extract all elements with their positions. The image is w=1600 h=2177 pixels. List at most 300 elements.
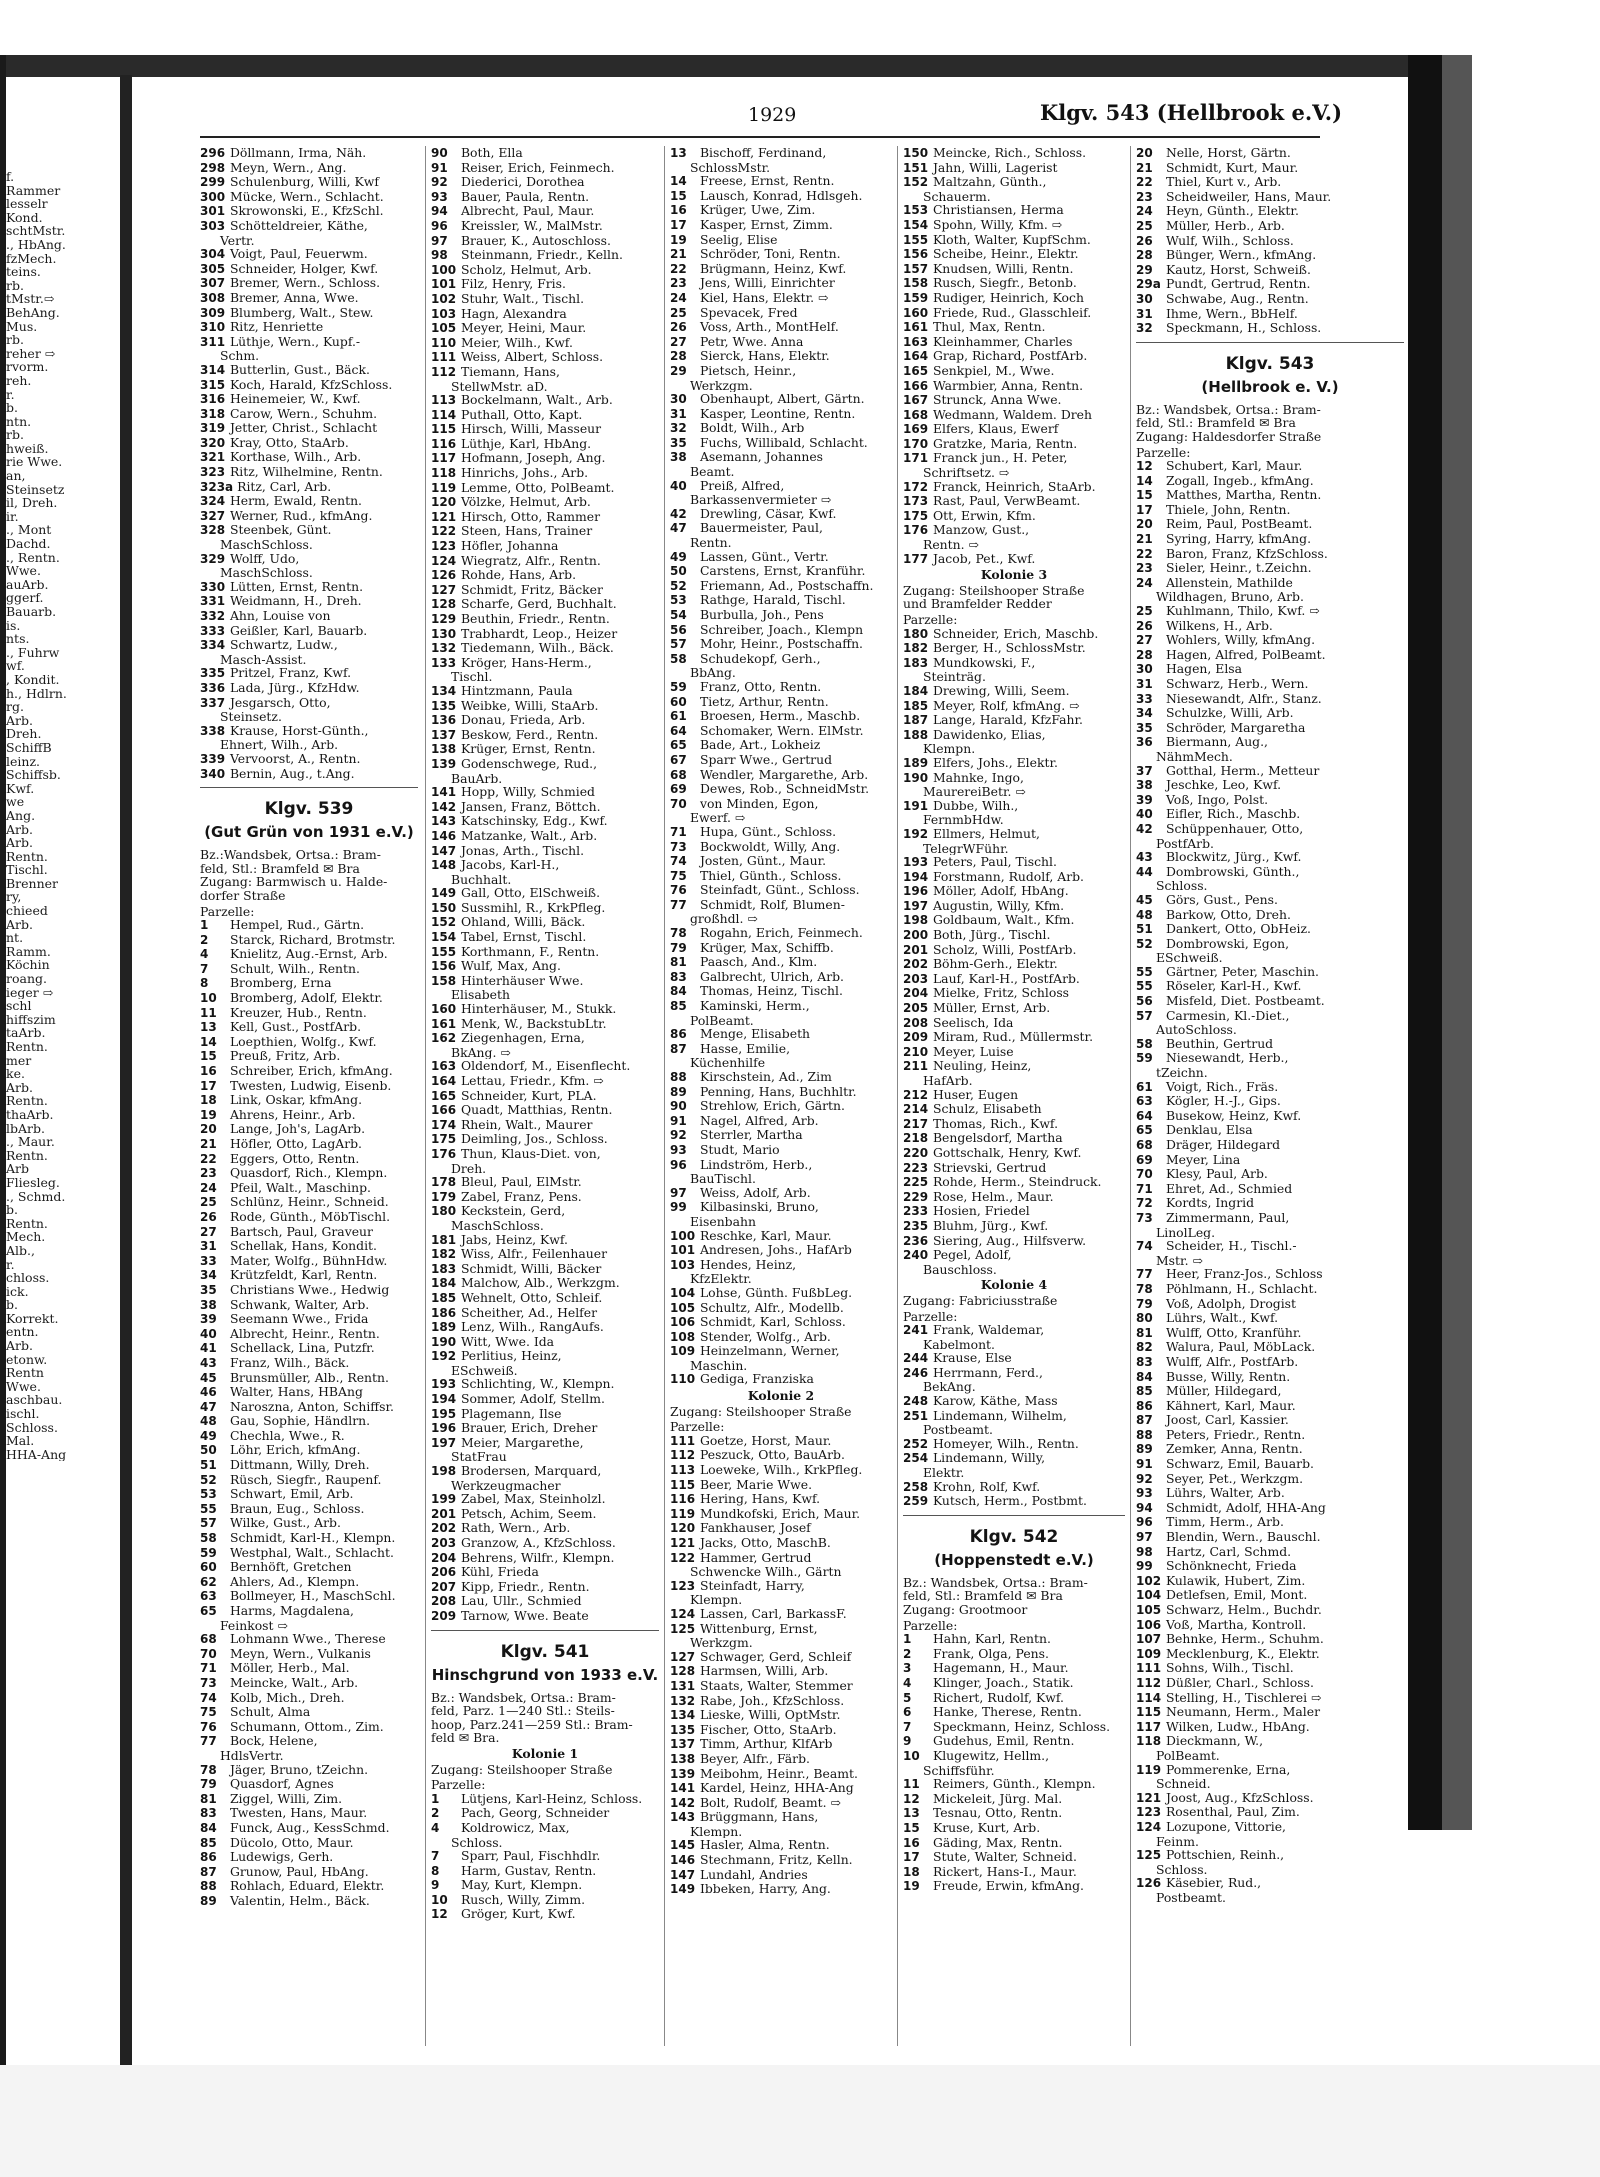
parcel-number: 180 (431, 1204, 457, 1219)
parcel-number: 319 (200, 421, 226, 436)
entry-continuation: tZeichn. (1156, 1066, 1208, 1080)
parcel-entry (200, 1676, 418, 1691)
parcel-entry (200, 1268, 418, 1283)
parcel-number: 41 (200, 1341, 217, 1356)
tenant-name: Tesnau, Otto, Rentn. (932, 1806, 1063, 1821)
parcel-number: 69 (670, 782, 687, 797)
parcel-number: 77 (670, 897, 687, 912)
parcel-entry (431, 1407, 659, 1422)
parcel-entry (431, 627, 659, 642)
parcel-entry (903, 1234, 1125, 1249)
prev-page-line: Arb. (6, 1339, 33, 1353)
parcel-entry (1136, 850, 1404, 865)
prev-page-line: Korrekt. (6, 1311, 59, 1326)
tenant-name: Kutsch, Herm., Postbmt. (932, 1494, 1087, 1509)
parcel-number: 2 (903, 1646, 912, 1661)
tenant-name: Schudekopf, Gerh., (699, 651, 821, 666)
parcel-number: 133 (431, 655, 457, 670)
tenant-name: Rast, Paul, VerwBeamt. (932, 494, 1081, 509)
prev-page-line: an, (6, 469, 26, 483)
prev-page-line: BehAng. (6, 305, 60, 320)
tenant-name: Both, Jürg., Tischl. (932, 928, 1051, 943)
tenant-name: Funck, Aug., KessSchmd. (229, 1820, 390, 1835)
parcel-number: 45 (1136, 892, 1153, 907)
parcel-number: 71 (1136, 1181, 1153, 1196)
tenant-name: Scheither, Ad., Helfer (460, 1305, 598, 1320)
parcel-number: 23 (200, 1166, 217, 1181)
tenant-name: Pommerenke, Erna, (1165, 1762, 1291, 1777)
parcel-number: 119 (431, 480, 457, 495)
entry-continuation: Werkzgm. (690, 378, 753, 393)
column-separator (897, 146, 898, 2046)
parcel-number: 189 (431, 1320, 457, 1335)
tenant-name: Peters, Paul, Tischl. (932, 855, 1057, 870)
tenant-name: von Minden, Egon, (699, 796, 819, 811)
tenant-name: Carmesin, Kl.-Diet., (1165, 1008, 1290, 1023)
prev-page-line: teins. (6, 265, 41, 279)
tenant-name: Jansen, Franz, Böttch. (460, 799, 601, 814)
tenant-name: Josten, Günt., Maur. (699, 854, 827, 869)
parcel-number: 171 (903, 451, 929, 466)
parcel-number: 15 (670, 188, 687, 203)
prev-page-line: b. (6, 1203, 18, 1217)
prev-page-line: Mech. (6, 1230, 46, 1244)
parcel-number: 208 (903, 1015, 929, 1030)
parcel-entry (200, 1546, 418, 1561)
parcel-entry (200, 1108, 418, 1123)
parcel-number: 191 (903, 798, 929, 813)
association-info: Bz.:Wandsbek, Ortsa.: Bram- (200, 848, 381, 862)
tenant-name: Hartz, Carl, Schmd. (1165, 1544, 1292, 1559)
parcel-entry (1136, 146, 1404, 161)
tenant-name: Klugewitz, Hellm., (932, 1748, 1050, 1763)
prev-page-line: r. (6, 1257, 15, 1272)
parcel-entry (200, 1487, 418, 1502)
prev-page-line: hiffszim (6, 1012, 56, 1027)
parcel-entry (670, 1579, 892, 1594)
parcel-entry (1136, 503, 1404, 518)
parcel-number: 146 (431, 828, 457, 843)
parcel-number: 42 (1136, 821, 1153, 836)
parcel-number: 159 (903, 290, 929, 305)
parcel-entry (903, 1059, 1125, 1074)
prev-page-line: b. (6, 401, 18, 415)
parcel-entry (200, 1632, 418, 1647)
tenant-name: Twesten, Ludwig, Eisenb. (229, 1078, 392, 1093)
parcel-number: 184 (903, 683, 929, 698)
tenant-name: Koch, Harald, KfzSchloss. (229, 377, 393, 392)
parcel-number: 17 (200, 1078, 217, 1093)
parcel-entry (903, 656, 1125, 671)
tenant-name: Tiedemann, Wilh., Bäck. (460, 641, 614, 656)
parcel-entry (200, 363, 418, 378)
parcel-number: 96 (1136, 1515, 1153, 1530)
parcel-number: 32 (670, 421, 687, 436)
tenant-name: Bade, Art., Lokheiz (699, 738, 821, 753)
association-info: Zugang: Barmwisch u. Halde- (200, 875, 388, 889)
tenant-name: Schneider, Holger, Kwf. (229, 261, 379, 276)
association-info: Bz.: Wandsbek, Ortsa.: Bram- (1136, 402, 1321, 417)
parcel-entry (200, 1531, 418, 1546)
parcel-entry (903, 1409, 1125, 1424)
tenant-name: Krützfeldt, Karl, Rentn. (229, 1268, 378, 1283)
parcel-number: 225 (903, 1175, 929, 1190)
parcel-number: 153 (903, 203, 929, 218)
association-info: hoop, Parz.241—259 Stl.: Bram- (431, 1717, 633, 1732)
parcel-number: 102 (1136, 1573, 1162, 1588)
parcel-entry (200, 465, 418, 480)
parcel-entry (670, 364, 892, 379)
prev-page-line: Arb. (6, 822, 33, 837)
prev-page-line: rb. (6, 278, 24, 293)
tenant-name: Jeschke, Leo, Kwf. (1165, 778, 1282, 793)
parcel-number: 42 (670, 506, 687, 521)
parcel-entry (903, 1088, 1125, 1103)
tenant-name: Kirschstein, Ad., Zim (699, 1070, 832, 1084)
parcel-entry (431, 930, 659, 945)
parcel-entry (1136, 1109, 1404, 1124)
parcel-entry (903, 218, 1125, 233)
tenant-name: Lausch, Konrad, Hdlsgeh. (699, 188, 863, 203)
parcel-number: 103 (431, 306, 457, 321)
parcel-number: 124 (431, 553, 457, 568)
parcel-number: 20 (1136, 146, 1153, 160)
tenant-name: Christians Wwe., Hedwig (229, 1282, 390, 1297)
parcel-entry (903, 1146, 1125, 1161)
parcel-entry (200, 1604, 418, 1619)
parcel-number: 30 (1136, 291, 1153, 306)
parcel-entry (431, 684, 659, 699)
parcel-entry (1136, 277, 1404, 292)
tenant-name: Warmbier, Anna, Rentn. (932, 378, 1084, 393)
parcel-number: 209 (431, 1608, 457, 1623)
directory-column-1 (200, 146, 418, 2051)
parcel-number: 300 (200, 189, 226, 204)
parcel-number: 25 (670, 305, 687, 320)
tenant-name: Quasdorf, Agnes (229, 1777, 334, 1792)
parcel-entry (903, 335, 1125, 350)
tenant-name: Rusch, Siegfr., Betonb. (932, 276, 1077, 291)
tenant-name: Blumberg, Walt., Stew. (229, 305, 374, 320)
parcel-entry (1136, 937, 1404, 952)
tenant-name: Bremer, Wern., Schloss. (229, 276, 381, 291)
parcel-entry (200, 1473, 418, 1488)
parcel-entry (431, 437, 659, 452)
directory-column-3 (670, 146, 892, 2051)
association-subtitle: Hinschgrund von 1933 e.V. (431, 1665, 659, 1684)
tenant-name: Rose, Helm., Maur. (932, 1189, 1054, 1204)
tenant-name: Möller, Herb., Mal. (229, 1661, 350, 1676)
parcel-number: 101 (670, 1243, 696, 1258)
parcel-entry (200, 1443, 418, 1458)
parcel-number: 176 (431, 1146, 457, 1161)
entry-continuation: Feinm. (1156, 1834, 1199, 1849)
parcel-number: 124 (670, 1606, 696, 1621)
parcel-entry (903, 1879, 1125, 1894)
parcel-number: 60 (670, 694, 687, 709)
parcel-entry (903, 1632, 1125, 1647)
tenant-name: Kolb, Mich., Dreh. (229, 1690, 345, 1705)
tenant-name: Kulawik, Hubert, Zim. (1165, 1573, 1306, 1588)
parcel-entry (903, 728, 1125, 743)
parcel-number: 321 (200, 450, 226, 465)
parcel-number: 75 (670, 868, 687, 883)
section-divider (1136, 342, 1404, 343)
parcel-number: 30 (1136, 662, 1153, 677)
parcel-number: 126 (1136, 1876, 1162, 1891)
tenant-name: Kleinhammer, Charles (932, 334, 1073, 349)
parcel-number: 47 (200, 1399, 217, 1414)
tenant-name: Tiemann, Hans, (460, 364, 560, 379)
parcel-entry (200, 1589, 418, 1604)
parcel-number: 65 (200, 1604, 217, 1618)
parcel-entry (200, 976, 418, 991)
parcel-number: 127 (431, 582, 457, 597)
tenant-name: Bromberg, Erna (229, 976, 332, 991)
parcel-entry (670, 1737, 892, 1752)
parcel-entry (1136, 1182, 1404, 1197)
tenant-name: Voß, Ingo, Polst. (1165, 792, 1269, 807)
entry-continuation: Dreh. (451, 1161, 487, 1176)
parcel-number: 73 (670, 839, 687, 854)
parcel-entry (903, 1001, 1125, 1016)
tenant-name: Wulff, Otto, Kranführ. (1165, 1325, 1302, 1340)
tenant-name: Röseler, Karl-H., Kwf. (1165, 979, 1302, 994)
parcel-number: 113 (670, 1463, 696, 1478)
parcel-entry (431, 713, 659, 728)
parcel-entry (431, 1031, 659, 1046)
parcel-number: 14 (1136, 473, 1153, 488)
tenant-name: Steen, Hans, Trainer (460, 524, 593, 539)
parcel-label: Parzelle: (200, 903, 255, 919)
tenant-name: Neuling, Heinz, (932, 1059, 1032, 1074)
parcel-entry (1136, 764, 1404, 779)
tenant-name: Wittenburg, Ernst, (699, 1621, 818, 1636)
parcel-entry (200, 1064, 418, 1079)
parcel-number: 38 (200, 1297, 217, 1312)
parcel-entry (903, 1792, 1125, 1807)
parcel-number: 8 (200, 976, 209, 991)
parcel-entry (200, 1210, 418, 1225)
parcel-number: 19 (670, 232, 687, 247)
parcel-entry (903, 1691, 1125, 1706)
entry-continuation: BekAng. (923, 1380, 976, 1395)
tenant-name: Lange, Harald, KfzFahr. (932, 713, 1083, 728)
tenant-name: Schwarz, Helm., Buchdr. (1165, 1603, 1322, 1617)
parcel-entry (670, 335, 892, 350)
parcel-number: 56 (1136, 994, 1153, 1009)
parcel-entry (1136, 532, 1404, 547)
entry-continuation: Schriftsetz. ⇨ (923, 466, 1010, 480)
parcel-number: 329 (200, 551, 226, 566)
entry-continuation: großhdl. ⇨ (690, 912, 758, 927)
parcel-number: 167 (903, 393, 929, 408)
tenant-name: Krohn, Rolf, Kwf. (932, 1479, 1041, 1494)
tenant-name: Jacobs, Karl-H., (460, 858, 560, 873)
parcel-number: 315 (200, 377, 226, 392)
parcel-number: 112 (670, 1448, 696, 1463)
tenant-name: Huser, Eugen (932, 1087, 1019, 1102)
entry-continuation: Rentn. ⇨ (923, 538, 979, 552)
tenant-name: Mecklenburg, K., Elektr. (1165, 1646, 1320, 1661)
tenant-name: Kögler, H.-J., Gips. (1165, 1094, 1281, 1109)
prev-page-line: Alb., (6, 1243, 35, 1258)
tenant-name: Jesgarsch, Otto, (229, 695, 331, 710)
parcel-number: 125 (1136, 1848, 1162, 1863)
parcel-number: 96 (431, 218, 448, 233)
parcel-entry (431, 248, 659, 263)
parcel-number: 110 (431, 335, 457, 350)
association-heading: Klgv. 541 (500, 1641, 590, 1662)
parcel-entry (670, 1521, 892, 1536)
parcel-number: 203 (903, 971, 929, 986)
tenant-name: Käsebier, Rud., (1165, 1876, 1262, 1891)
parcel-number: 138 (670, 1751, 696, 1766)
parcel-entry (200, 407, 418, 422)
parcel-number: 259 (903, 1494, 929, 1509)
parcel-entry (200, 962, 418, 977)
parcel-entry (903, 972, 1125, 987)
parcel-number: 84 (200, 1820, 217, 1835)
parcel-entry (200, 1137, 418, 1152)
parcel-entry (1136, 1691, 1404, 1706)
tenant-name: Link, Oskar, kfmAng. (229, 1093, 363, 1108)
section-divider (200, 787, 418, 788)
parcel-entry (670, 1200, 892, 1215)
parcel-number: 36 (1136, 735, 1153, 750)
tenant-name: Syring, Harry, kfmAng. (1165, 532, 1312, 547)
tenant-name: Freese, Ernst, Rentn. (699, 174, 835, 189)
parcel-entry (431, 1878, 659, 1893)
parcel-entry (431, 915, 659, 930)
parcel-entry (431, 1609, 659, 1624)
parcel-entry (431, 901, 659, 916)
parcel-number: 240 (903, 1248, 929, 1263)
tenant-name: Dawidenko, Elias, (932, 727, 1046, 742)
entry-continuation: Kabelmont. (923, 1337, 995, 1352)
parcel-number: 217 (903, 1116, 929, 1131)
parcel-number: 40 (1136, 807, 1153, 822)
parcel-entry (200, 918, 418, 933)
tenant-name: Dräger, Hildegard (1165, 1138, 1281, 1152)
tenant-name: Peters, Friedr., Rentn. (1165, 1427, 1306, 1442)
tenant-name: Jetter, Christ., Schlacht (229, 421, 378, 436)
parcel-number: 13 (670, 146, 687, 160)
tenant-name: Carstens, Ernst, Kranführ. (699, 564, 866, 579)
parcel-number: 177 (903, 551, 929, 566)
tenant-name: Brauer, Erich, Dreher (460, 1421, 598, 1436)
tenant-name: Wilke, Gust., Arb. (229, 1516, 341, 1531)
tenant-name: Chechla, Wwe., R. (229, 1428, 345, 1443)
tenant-name: Bockelmann, Walt., Arb. (460, 393, 613, 408)
parcel-entry (200, 1079, 418, 1094)
parcel-number: 89 (1136, 1442, 1153, 1457)
tenant-name: Butterlin, Gust., Bäck. (229, 362, 370, 377)
prev-page-line: chloss. (6, 1271, 50, 1285)
tenant-name: Bleul, Paul, ElMstr. (460, 1175, 582, 1190)
entry-continuation: StatFrau (451, 1450, 507, 1465)
parcel-number: 83 (200, 1806, 217, 1821)
tenant-name: Jacks, Otto, MaschB. (699, 1536, 831, 1550)
tenant-name: Kasper, Ernst, Zimm. (699, 217, 833, 232)
tenant-name: Scholz, Willi, PostfArb. (932, 942, 1077, 957)
association-info: feld ✉ Bra. (431, 1731, 500, 1745)
tenant-name: Jens, Willi, Einrichter (699, 276, 835, 291)
parcel-number: 26 (1136, 618, 1153, 633)
tenant-name: Friemann, Ad., Postschaffn. (699, 578, 874, 593)
parcel-number: 148 (431, 858, 457, 873)
tenant-name: Lütjens, Karl-Heinz, Schloss. (460, 1791, 643, 1806)
tenant-name: Kray, Otto, StaArb. (229, 435, 349, 450)
tenant-name: Misfeld, Diet. Postbeamt. (1165, 994, 1325, 1009)
parcel-number: 57 (670, 637, 687, 652)
parcel-number: 123 (670, 1578, 696, 1593)
parcel-number: 67 (670, 752, 687, 767)
parcel-number: 163 (903, 334, 929, 349)
parcel-entry (903, 408, 1125, 423)
parcel-entry (670, 1186, 892, 1201)
parcel-number: 82 (1136, 1340, 1153, 1355)
entry-continuation: Barkassenvermieter ⇨ (690, 493, 832, 507)
parcel-entry (200, 609, 418, 624)
parcel-entry (431, 829, 659, 844)
tenant-name: Hammer, Gertrud (699, 1550, 812, 1565)
tenant-name: Kordts, Ingrid (1165, 1196, 1255, 1211)
prev-page-line: taArb. (6, 1026, 46, 1040)
parcel-number: 199 (431, 1492, 457, 1507)
association-info: dorfer Straße (200, 888, 286, 903)
parcel-number: 105 (670, 1300, 696, 1315)
tenant-name: Rathge, Harald, Tischl. (699, 593, 846, 608)
tenant-name: Hempel, Rud., Gärtn. (229, 918, 365, 933)
parcel-number: 103 (670, 1257, 696, 1272)
parcel-entry (200, 378, 418, 393)
tenant-name: Gärtner, Peter, Maschin. (1165, 964, 1319, 979)
parcel-number: 175 (903, 508, 929, 523)
prev-page-line: roang. (6, 972, 47, 986)
parcel-number: 119 (670, 1506, 696, 1521)
parcel-number: 132 (670, 1693, 696, 1708)
parcel-entry (903, 1451, 1125, 1466)
tenant-name: Bischoff, Ferdinand, (699, 146, 827, 160)
parcel-number: 149 (670, 1882, 696, 1897)
parcel-entry (1136, 1267, 1404, 1282)
colony-heading: Kolonie 2 (747, 1388, 815, 1404)
prev-page-line: lesselr (6, 197, 48, 211)
parcel-number: 5 (903, 1690, 912, 1705)
parcel-number: 34 (200, 1268, 217, 1283)
tenant-name: Berger, H., SchlossMstr. (932, 641, 1086, 656)
tenant-name: Hering, Hans, Kwf. (699, 1492, 821, 1507)
parcel-entry (431, 263, 659, 278)
parcel-entry (670, 970, 892, 985)
parcel-number: 55 (1136, 964, 1153, 979)
parcel-entry (431, 554, 659, 569)
parcel-number: 31 (1136, 306, 1153, 321)
section-divider (431, 1630, 659, 1631)
parcel-number: 113 (431, 393, 457, 408)
entry-continuation: Schloss. (451, 1835, 503, 1850)
tenant-name: Beuthin, Gertrud (1165, 1036, 1274, 1051)
parcel-number: 165 (431, 1088, 457, 1103)
tenant-name: Schmidt, Kurt, Maur. (1165, 160, 1299, 175)
parcel-number: 166 (431, 1103, 457, 1118)
parcel-number: 115 (670, 1477, 696, 1492)
parcel-number: 204 (903, 986, 929, 1001)
parcel-label: Parzelle: (903, 1617, 958, 1633)
tenant-name: Preiß, Alfred, (699, 478, 785, 493)
tenant-name: Strievski, Gertrud (932, 1160, 1047, 1175)
